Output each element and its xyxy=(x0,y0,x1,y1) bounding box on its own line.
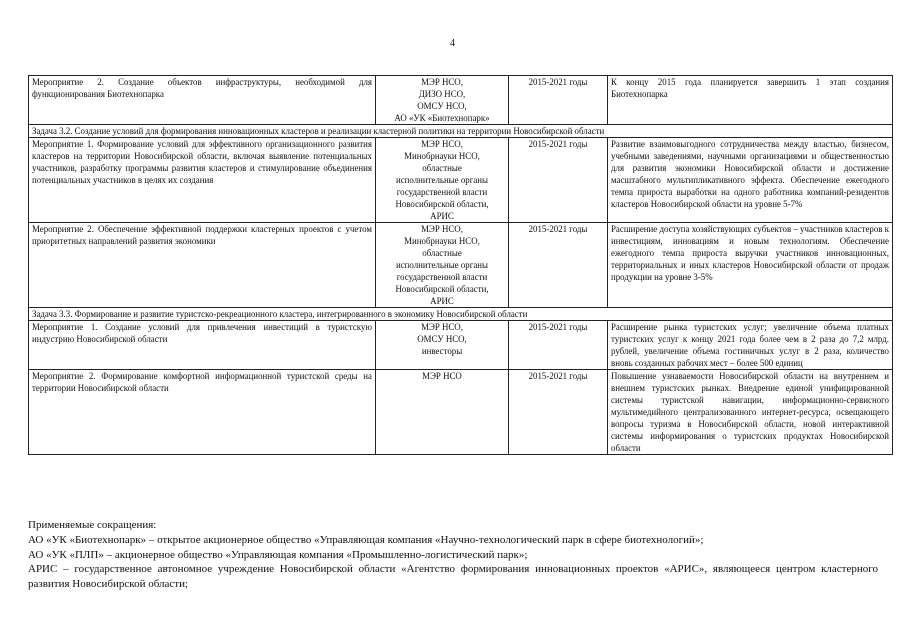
measure-name: Мероприятие 2. Обеспечение эффективной поддержки кластерных проектов с учетом приоритетных направлений развития экономики xyxy=(29,223,376,308)
measure-executors xyxy=(376,223,509,308)
measure-name: Мероприятие 1. Формирование условий для эффективного организационного развития кластеров на территории Новосибирской области, включая выявление потенциальных участников, разработку программы развития кластеров и стимулирование объединения потенциальных участников в целях их создания xyxy=(29,138,376,223)
measure-period: 2015-2021 годы xyxy=(509,321,608,370)
measure-period: 2015-2021 годы xyxy=(509,138,608,223)
executor-line: ОМСУ НСО, xyxy=(417,101,467,111)
abbreviation-item: АРИС – государственное автономное учреждение Новосибирской области «Агентство формирования инновационных проектов «АРИС», являющееся центром кластерного развития Новосибирской области; xyxy=(28,563,878,591)
measure-executors xyxy=(376,321,509,370)
measure-name: Мероприятие 2. Создание объектов инфраструктуры, необходимой для функционирования Биотехнопарка xyxy=(29,76,376,125)
measure-name: Мероприятие 1. Создание условий для привлечения инвестиций в туристскую индустрию Новосибирской области xyxy=(29,321,376,370)
measure-period: 2015-2021 годы xyxy=(509,76,608,125)
task-row xyxy=(29,308,893,321)
measure-executors xyxy=(376,76,509,125)
measure-executors xyxy=(376,370,509,455)
executor-line: Минобрнауки НСО, xyxy=(404,151,480,161)
executor-line: областные xyxy=(422,163,462,173)
executor-line: Новосибирской области, xyxy=(395,199,489,209)
executor-line: исполнительные органы xyxy=(395,175,489,185)
executor-line: государственной власти xyxy=(396,272,488,282)
measure-period: 2015-2021 годы xyxy=(509,223,608,308)
measure-result: Расширение рынка туристских услуг; увеличение объема платных туристских услуг к концу 2021 года более чем в 2 раза до 7,2 млрд. рублей, увеличение объема гостиничных услуг в 2 раза, количество вновь созданных рабочих мест – более 500 единиц xyxy=(608,321,893,370)
task-title: Задача 3.3. Формирование и развитие туристско-рекреационного кластера, интегрированного в экономику Новосибирской области xyxy=(29,308,893,321)
measure-row xyxy=(29,370,893,455)
measure-executors xyxy=(376,138,509,223)
executor-line: Новосибирской области, xyxy=(395,284,489,294)
page-number: 4 xyxy=(450,38,455,49)
executor-line: АО «УК «Биотехнопарк» xyxy=(394,113,490,123)
measures-table-body xyxy=(29,76,893,455)
abbreviation-item: АО «УК «ПЛП» – акционерное общество «Управляющая компания «Промышленно-логистический парк»; xyxy=(28,548,528,561)
measure-result: Развитие взаимовыгодного сотрудничества между властью, бизнесом, учебными заведениями, научными организациями и общественностью для развития экономики Новосибирской области и достижение масштабного мультипликативного эффекта. Обеспечение ежегодного темпа прироста выработки на одного работника компаний-резидентов кластеров Новосибирской области на уровне 5-7% xyxy=(608,138,893,223)
measure-row xyxy=(29,223,893,308)
executor-line: ДИЗО НСО, xyxy=(418,89,466,99)
measure-result: К концу 2015 года планируется завершить 1 этап создания Биотехнопарка xyxy=(608,76,893,125)
abbreviations-section xyxy=(28,518,878,592)
measure-result: Повышение узнаваемости Новосибирской области на внутреннем и внешнем туристских рынках. Внедрение единой унифицированной системы туристской навигации, информационно-сервисного мультимедийного централизованного интернет-ресурса, освещающего вопросы туризма в Новосибирской области, новой интерактивной системы информирования о туристских продуктах Новосибирской области xyxy=(608,370,893,455)
executor-line: Минобрнауки НСО, xyxy=(404,236,480,246)
executor-line: инвесторы xyxy=(421,346,463,356)
measure-period: 2015-2021 годы xyxy=(509,370,608,455)
measure-row xyxy=(29,321,893,370)
executor-line: АРИС xyxy=(430,296,454,306)
measure-row xyxy=(29,138,893,223)
task-title: Задача 3.2. Создание условий для формирования инновационных кластеров и реализации кластерной политики на территории Новосибирской области xyxy=(29,125,893,138)
executor-line: МЭР НСО, xyxy=(421,139,463,149)
measure-row xyxy=(29,76,893,125)
executor-line: государственной власти xyxy=(396,187,488,197)
executor-line: областные xyxy=(422,248,462,258)
abbreviations-title: Применяемые сокращения: xyxy=(28,519,157,531)
measures-table xyxy=(28,75,893,455)
measure-result: Расширение доступа хозяйствующих субъектов – участников кластеров к инвестициям, инновациям и новым технологиям. Обеспечение ежегодного темпа прироста выручки участников инновационных, территориальных и иных кластеров Новосибирской области от продаж продукции на уровне 3-5% xyxy=(608,223,893,308)
task-row xyxy=(29,125,893,138)
executor-line: МЭР НСО, xyxy=(421,77,463,87)
executor-line: МЭР НСО, xyxy=(421,224,463,234)
executor-line: ОМСУ НСО, xyxy=(417,334,467,344)
executor-line: АРИС xyxy=(430,211,454,221)
executor-line: МЭР НСО xyxy=(422,371,462,381)
executor-line: МЭР НСО, xyxy=(421,322,463,332)
abbreviation-item: АО «УК «Биотехнопарк» – открытое акционерное общество «Управляющая компания «Научно-технологический парк в сфере биотехнологий»; xyxy=(28,533,704,546)
measure-name: Мероприятие 2. Формирование комфортной информационной туристской среды на территории Новосибирской области xyxy=(29,370,376,455)
executor-line: исполнительные органы xyxy=(395,260,489,270)
